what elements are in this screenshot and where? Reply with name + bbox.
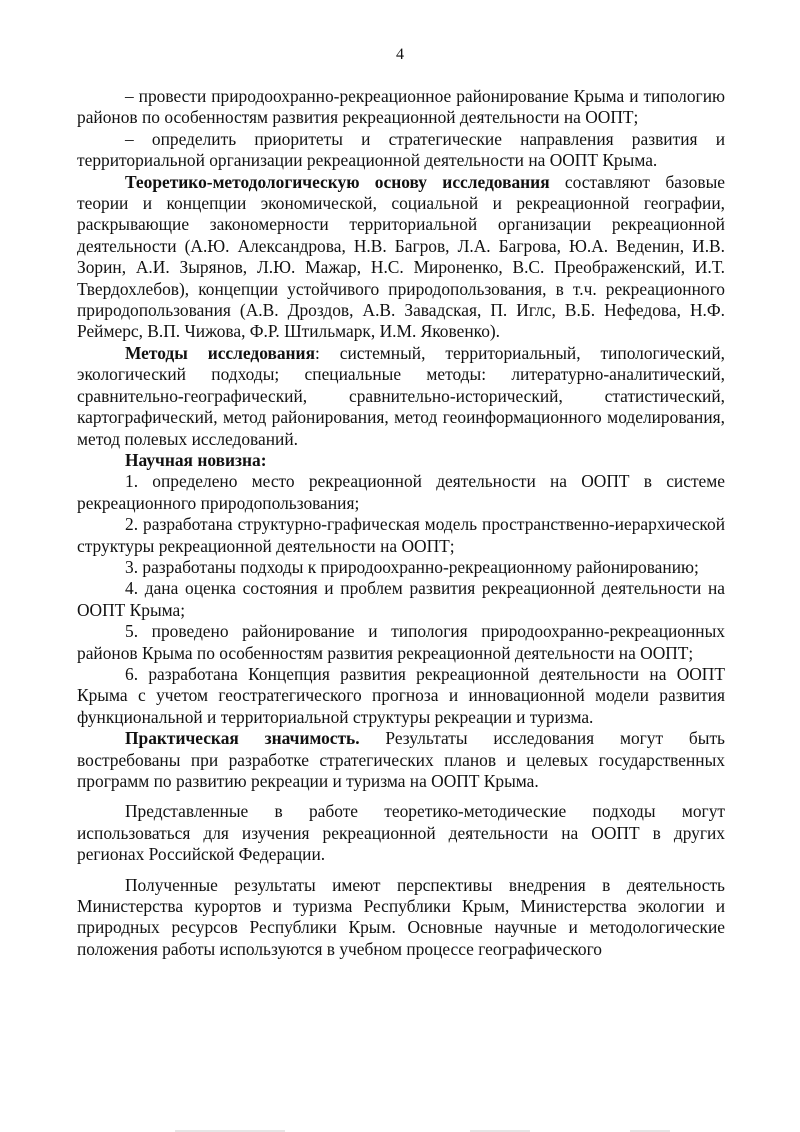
novelty-item-1: 1. определено место рекреационной деятельности на ООПТ в системе рекреационного природопользования; [77,471,725,513]
task-item-zoning: – провести природоохранно-рекреационное районирование Крыма и типологию районов по особенностям развития рекреационной деятельности на ООПТ; [77,86,725,128]
scientific-novelty-heading: Научная новизна: [125,449,267,470]
novelty-item-5: 5. проведено районирование и типология природоохранно-рекреационных районов Крыма по особенностям развития рекреационной деятельности на ООПТ; [77,621,725,663]
novelty-item-4: 4. дана оценка состояния и проблем развития рекреационной деятельности на ООПТ Крыма; [77,578,725,620]
implementation-paragraph: Полученные результаты имеют перспективы внедрения в деятельность Министерства курортов и туризма Республики Крым, Министерства экологии и природных ресурсов Республики Крым. Основные научные и методологические положения работы используются в учебном процессе географического [77,874,725,959]
paragraph-gap [77,866,725,875]
methodological-basis-paragraph [77,172,725,343]
research-methods-heading: Методы исследования [125,342,315,363]
novelty-item-6: 6. разработана Концепция развития рекреационной деятельности на ООПТ Крыма с учетом геостратегического прогноза и инновационной модели развития функциональной и территориальной структуры рекреации и туризма. [77,663,725,727]
research-methods-paragraph [77,343,725,450]
scan-edge-artifact [0,1124,800,1132]
task-item-priorities: – определить приоритеты и стратегические направления развития и территориальной организации рекреационной деятельности на ООПТ Крыма. [77,128,725,171]
research-methods-text: : системный, территориальный, типологический, экологический подходы; специальные методы: литературно-аналитический, сравнительно-географический, сравнительно-исторический, статистический, картографический, метод районирования, метод геоинформационного моделирования, метод полевых исследований. [77,342,725,449]
page-body [77,86,725,960]
novelty-item-3: 3. разработаны подходы к природоохранно-рекреационному районированию; [125,556,699,577]
practical-significance-heading: Практическая значимость. [125,728,360,749]
paragraph-gap [77,792,725,801]
practical-significance-text: Результаты исследования могут быть востребованы при разработке стратегических планов и целевых государственных программ по развитию рекреации и туризма на ООПТ Крыма. [77,728,725,791]
approaches-paragraph: Представленные в работе теоретико-методические подходы могут использоваться для изучения рекреационной деятельности на ООПТ в других регионах Российской Федерации. [77,801,725,865]
novelty-item-2: 2. разработана структурно-графическая модель пространственно-иерархической структуры рекреационной деятельности на ООПТ; [77,514,725,556]
page-number: 4 [396,46,404,63]
methodological-basis-text: составляют базовые теории и концепции экономической, социальной и рекреационной географии, раскрывающие закономерности территориальной организации рекреационной деятельности (А.Ю. Александрова, Н.В. Багров, Л.А. Багрова, Ю.А. Веденин, И.В. Зорин, А.И. Зырянов, Л.Ю. Мажар, Н.С. Мироненко, В.С. Преображенский, И.Т. Твердохлебов), концепции устойчивого природопользования, в т.ч. рекреационного природопользования (А.В. Дроздов, А.В. Завадская, П. Иглс, В.Б. Нефедова, Н.Ф. Реймерс, В.П. Чижова, Ф.Р. Штильмарк, И.М. Яковенко). [77,171,725,342]
methodological-basis-heading: Теоретико-методологическую основу исследования [125,171,550,192]
practical-significance-paragraph [77,728,725,792]
